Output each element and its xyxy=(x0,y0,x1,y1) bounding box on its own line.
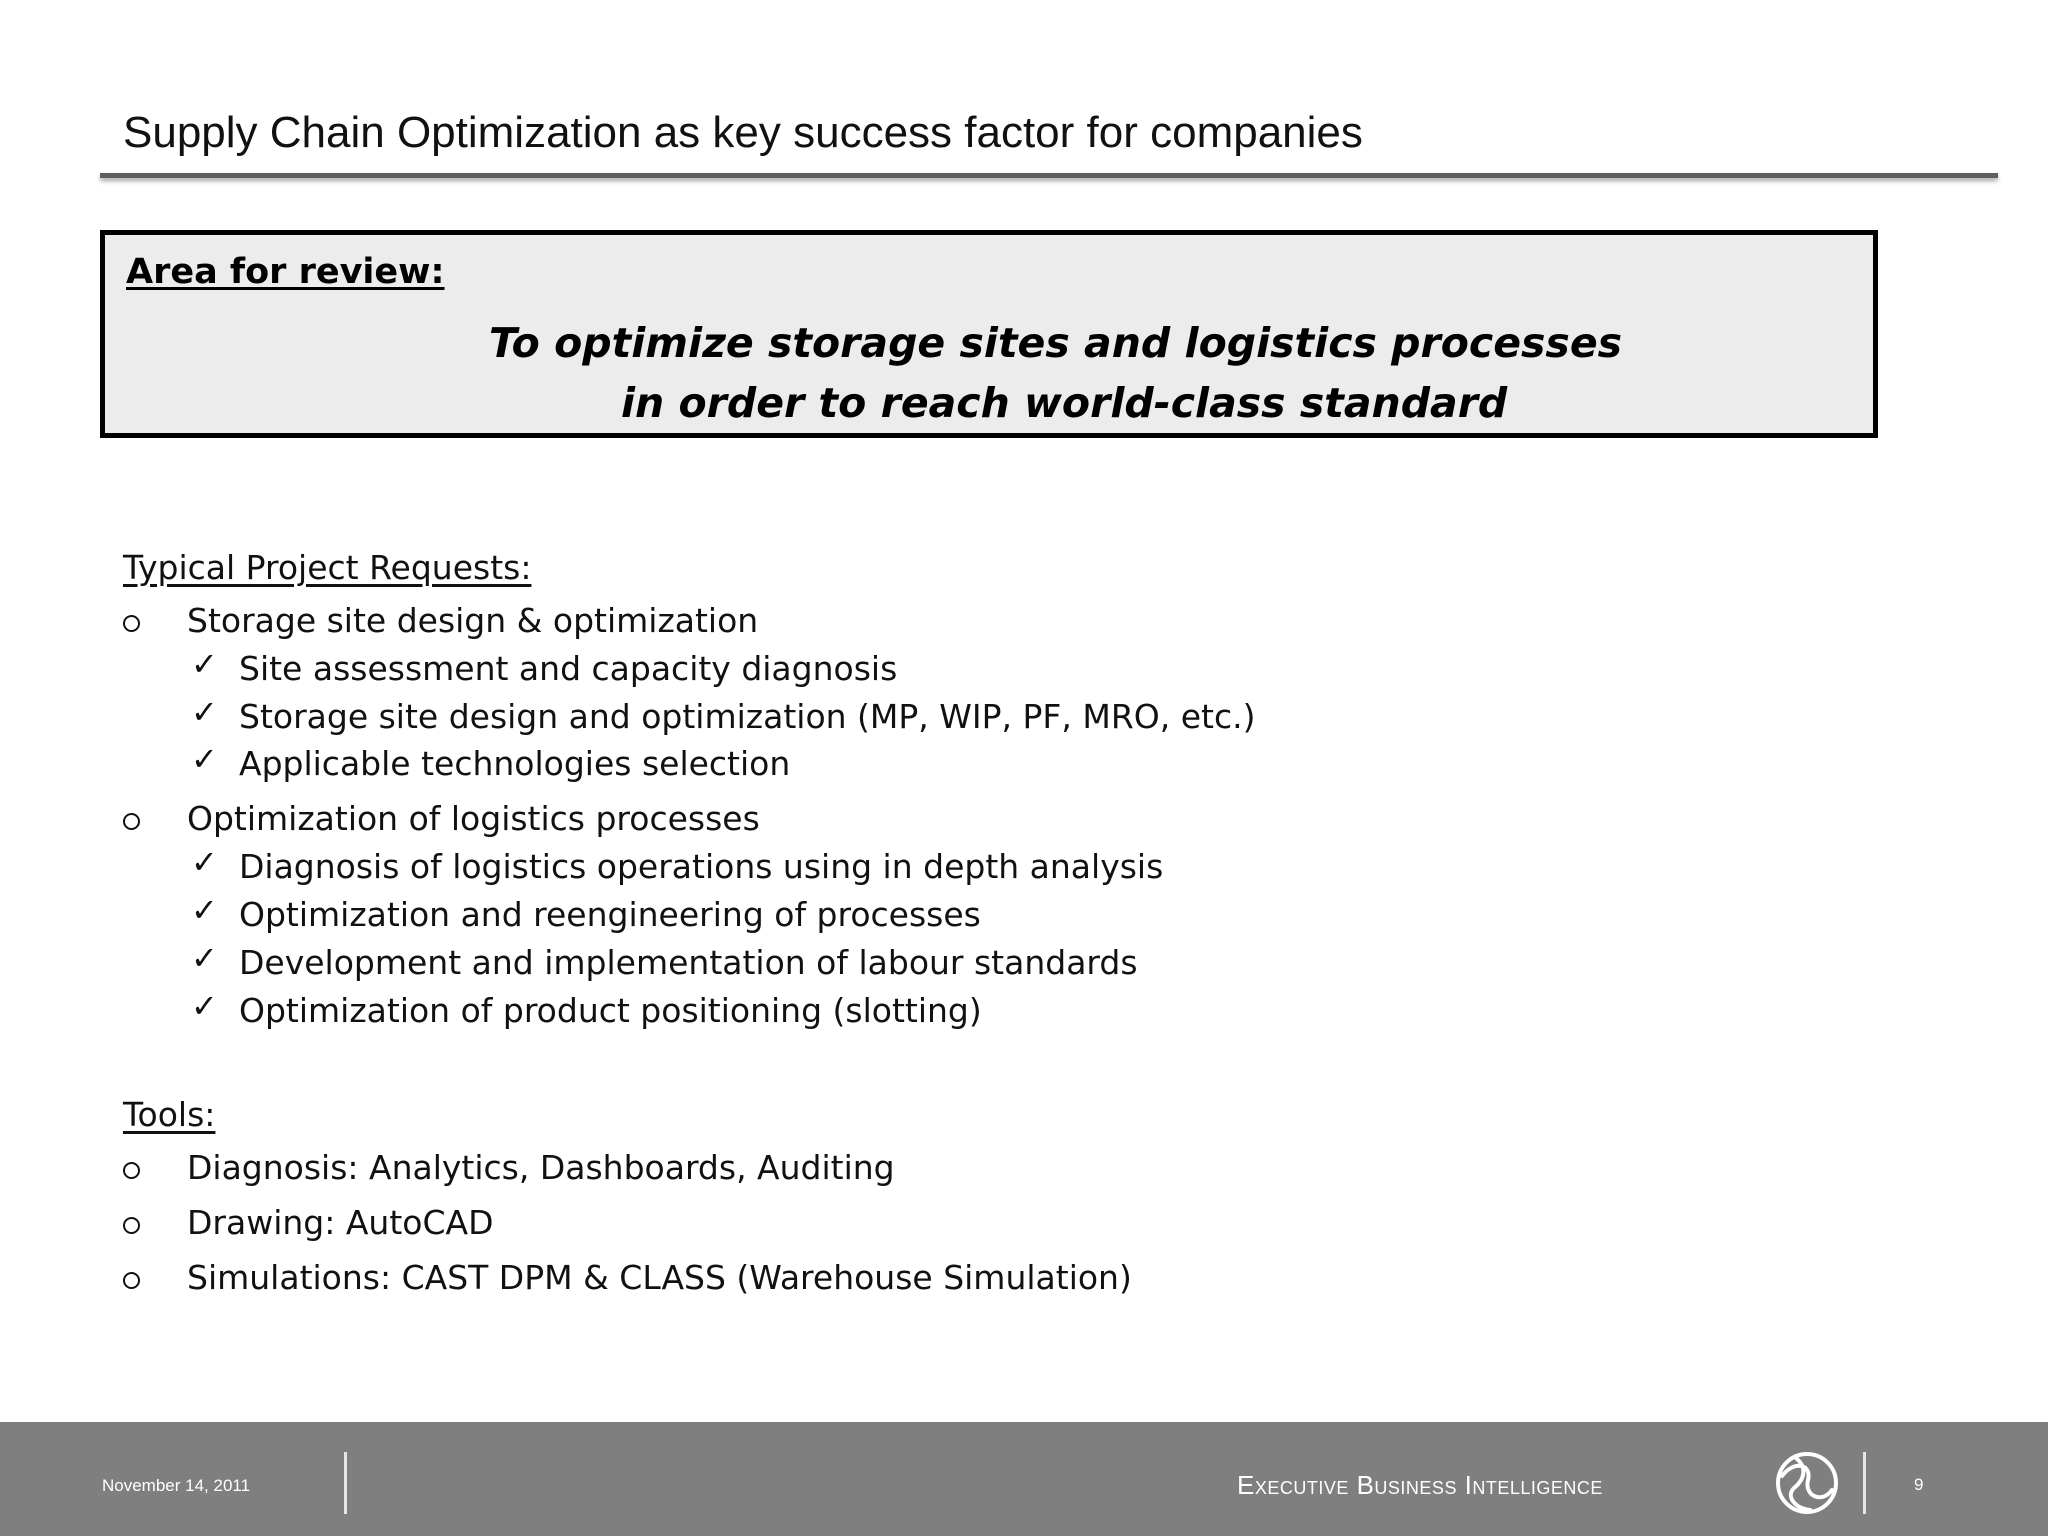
request-item-label: Applicable technologies selection xyxy=(239,744,791,783)
footer-divider xyxy=(344,1452,347,1514)
checkmark-icon: ✓ xyxy=(191,740,218,778)
tool-item-label: Drawing: AutoCAD xyxy=(187,1203,494,1242)
tools-heading: Tools: xyxy=(123,1095,216,1134)
review-goal-line-1: To optimize storage sites and logistics processes xyxy=(489,319,1623,367)
request-item-label: Optimization and reengineering of processes xyxy=(239,895,981,934)
footer-date: November 14, 2011 xyxy=(102,1476,251,1495)
circle-bullet-icon xyxy=(123,615,140,632)
title-divider xyxy=(100,173,1998,178)
request-item-label: Development and implementation of labour standards xyxy=(239,943,1138,982)
page-number: 9 xyxy=(1914,1475,1924,1494)
tool-item-label: Diagnosis: Analytics, Dashboards, Auditing xyxy=(187,1148,895,1187)
request-item-label: Site assessment and capacity diagnosis xyxy=(239,649,898,688)
request-item-label: Diagnosis of logistics operations using in depth analysis xyxy=(239,847,1164,886)
footer-bar xyxy=(0,1422,2048,1536)
checkmark-icon: ✓ xyxy=(191,891,218,929)
request-group-label: Storage site design & optimization xyxy=(187,601,759,640)
request-group-label: Optimization of logistics processes xyxy=(187,799,760,838)
footer-divider xyxy=(1863,1452,1866,1514)
checkmark-icon: ✓ xyxy=(191,693,218,731)
request-item-label: Optimization of product positioning (slotting) xyxy=(239,991,982,1030)
review-goal-line-2: in order to reach world-class standard xyxy=(621,379,1508,427)
checkmark-icon: ✓ xyxy=(191,987,218,1025)
tool-item-label: Simulations: CAST DPM & CLASS (Warehouse Simulation) xyxy=(187,1258,1132,1297)
footer-brand: Executive Business Intelligence xyxy=(1237,1470,1603,1500)
review-box xyxy=(100,230,1878,438)
circle-bullet-icon xyxy=(123,1162,140,1179)
circle-bullet-icon xyxy=(123,813,140,830)
slide-title: Supply Chain Optimization as key success factor for companies xyxy=(123,108,1363,157)
checkmark-icon: ✓ xyxy=(191,939,218,977)
circle-bullet-icon xyxy=(123,1272,140,1289)
request-item-label: Storage site design and optimization (MP, WIP, PF, MRO, etc.) xyxy=(239,697,1256,736)
circle-bullet-icon xyxy=(123,1217,140,1234)
review-heading: Area for review: xyxy=(126,252,445,292)
ebi-logo-icon xyxy=(1774,1450,1840,1516)
checkmark-icon: ✓ xyxy=(191,843,218,881)
requests-heading: Typical Project Requests: xyxy=(123,548,532,587)
checkmark-icon: ✓ xyxy=(191,645,218,683)
